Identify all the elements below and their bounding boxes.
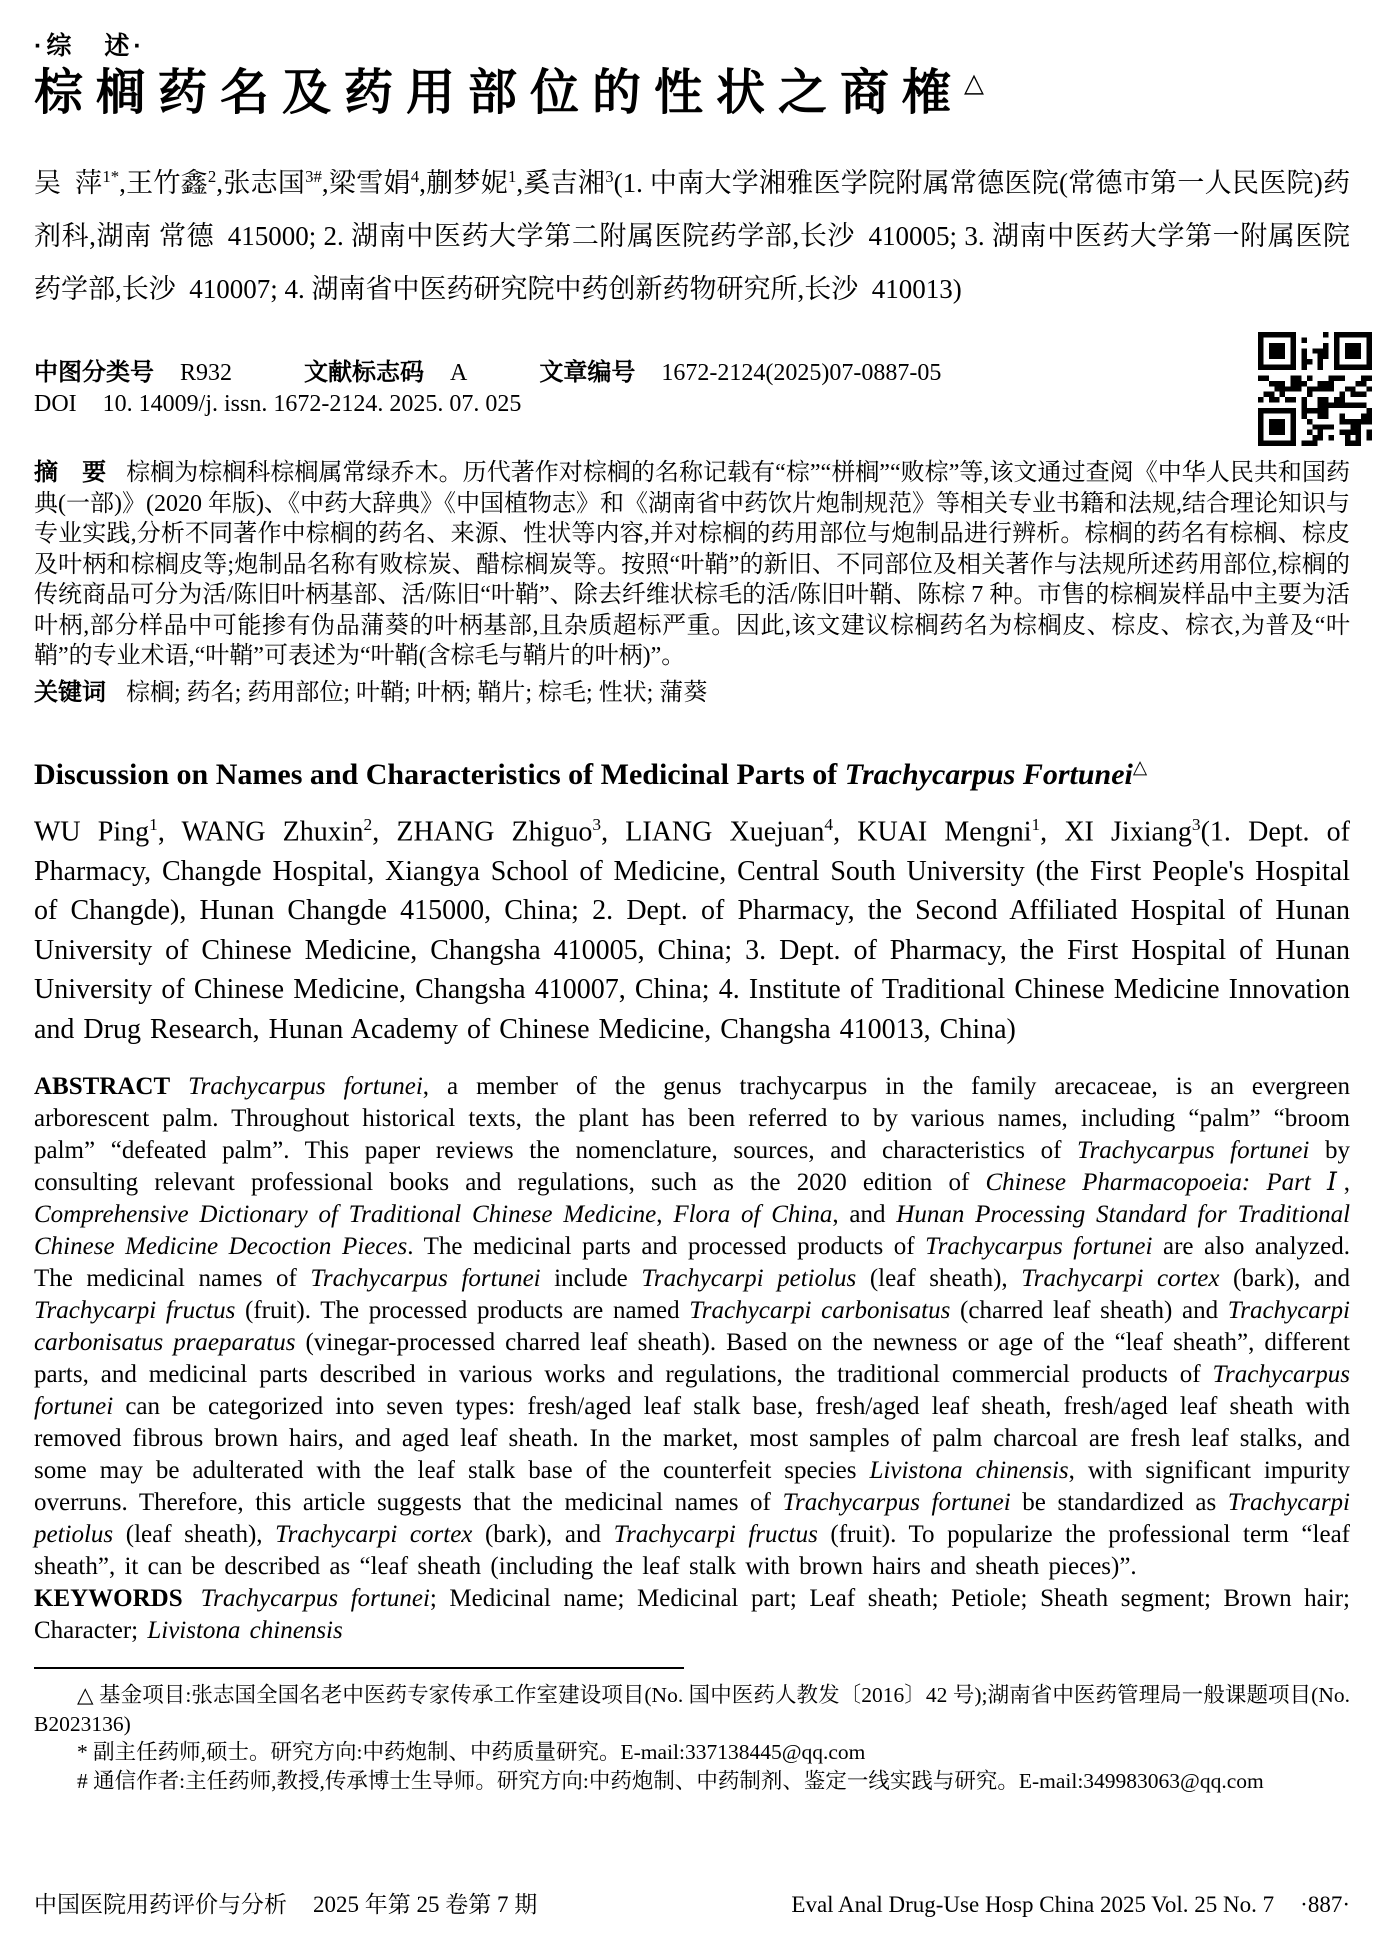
footer-issue-cn: 2025 年第 25 卷第 7 期 — [313, 1892, 538, 1917]
text-segment: Livistona chinensis — [147, 1617, 343, 1645]
text-segment: are also analyzed. The medicinal names of — [34, 1233, 1350, 1293]
abstract-cn-text — [34, 460, 1350, 669]
text-segment: Trachycarpi petiolus — [34, 1489, 1350, 1549]
text-segment: , with significant impurity overruns. Therefore, this article suggests that the medicinal names of — [34, 1457, 1351, 1517]
text-segment: 3 — [592, 815, 602, 834]
footnote-divider — [34, 1667, 684, 1669]
text-segment: Comprehensive Dictionary of Traditional Chinese Medicine — [34, 1201, 657, 1229]
text-segment: 4 — [824, 815, 834, 834]
abstract-en-label: ABSTRACT — [34, 1073, 171, 1101]
qr-module — [1269, 343, 1285, 359]
page-footer — [34, 1886, 1350, 1919]
text-segment: ,梁雪娟 — [321, 168, 411, 198]
text-segment: be standardized as — [1010, 1489, 1228, 1517]
keywords-cn-label: 关键词 — [34, 678, 106, 706]
text-segment: 棕榈为棕榈科棕榈属常绿乔木。历代著作对棕榈的名称记载有“棕”“栟榈”“败棕”等,该文通过查阅《中华人民共和国药典(一部)》(2020 年版)、《中药大辞典》《中国植物志》和《湖南省中药饮片炮制规范》等相关专业书籍和法规,结合理论知识与专业实践,分析不同著作中棕榈的药名、来源、性状等内容,并对棕榈的药用部位与炮制品进行辨析。棕榈的药名有棕榈、棕皮及叶柄和棕榈皮等;炮制品名称有败棕炭、醋棕榈炭等。按照“叶鞘”的新旧、不同部位及相关著作与法规所述药用部位,棕榈的传统商品可分为活/陈旧叶柄基部、活/陈旧“叶鞘”、除去纤维状棕毛的活/陈旧叶鞘、陈棕 7 种。市售的棕榈炭样品中主要为活叶柄,部分样品中可能掺有伪品蒲葵的叶柄基部,且杂质超标严重。因此,该文建议棕榈药名为棕榈皮、棕皮、棕衣,为普及“叶鞘”的专业术语,“叶鞘”可表述为“叶鞘(含棕毛与鞘片的叶柄)”。 — [34, 460, 1351, 669]
text-segment: Trachycarpi carbonisatus — [689, 1297, 951, 1325]
authors-affiliations-cn — [34, 150, 1350, 316]
footnote-corresponding-author: # 通信作者:主任药师,教授,传承博士生导师。研究方向:中药炮制、中药制剂、鉴定一线实践与研究。E-mail:349983063@qq.com — [77, 1768, 1264, 1793]
text-segment: Trachycarpi fructus — [34, 1297, 236, 1325]
qr-module — [1345, 343, 1361, 359]
text-segment: ,张志国 — [216, 168, 306, 198]
fund-mark-icon: △ — [964, 68, 985, 98]
clc-number — [34, 360, 232, 386]
text-segment: WU Ping — [34, 816, 150, 848]
text-segment: 1 — [149, 815, 158, 834]
text-segment: can be categorized into seven types: fresh/aged leaf stalk base, fresh/aged leaf sheath, fresh/aged leaf sheath with removed fibrous brown hairs, and aged leaf sheath. In the market, most samples of palm charcoal are fresh leaf stalks, and some may be adulterated with the leaf stalk base of the counterfeit species — [34, 1393, 1350, 1485]
text-segment: , KUAI Mengni — [833, 816, 1032, 848]
text-segment: 3# — [305, 167, 322, 186]
abstract-cn — [34, 458, 1350, 672]
text-segment: Trachycarpus Fortunei — [844, 758, 1133, 791]
text-segment: Trachycarpi fructus — [613, 1521, 818, 1549]
text-segment: , XI Jixiang — [1040, 816, 1192, 848]
text-segment: , LIANG Xuejuan — [601, 816, 825, 848]
text-segment: include — [540, 1265, 642, 1293]
abstract-en — [34, 1071, 1350, 1583]
text-segment: ,奚吉湘 — [516, 168, 606, 198]
footer-page-number: ·887· — [1300, 1892, 1350, 1917]
footer-journal-en — [765, 1892, 1350, 1918]
text-segment: Trachycarpi carbonisatus praeparatus — [34, 1297, 1350, 1357]
text-segment: , — [656, 1201, 674, 1229]
article-title-cn — [34, 54, 984, 124]
text-segment: (fruit). The processed products are named — [235, 1297, 690, 1325]
text-segment: ; Medicinal name; Medicinal part; Leaf sheath; Petiole; Sheath segment; Brown hair; Character; — [34, 1585, 1350, 1645]
keywords-en-text — [34, 1585, 1350, 1644]
doi-row — [34, 391, 521, 418]
text-segment: Discussion on Names and Characteristics of Medicinal Parts of — [34, 758, 845, 791]
doi-label: DOI — [34, 391, 77, 417]
text-segment: 3 — [1191, 815, 1201, 834]
text-segment: (leaf sheath), — [856, 1265, 1022, 1293]
text-segment: (charred leaf sheath) and — [950, 1297, 1228, 1325]
keywords-cn-text: 棕榈; 药名; 药用部位; 叶鞘; 叶柄; 鞘片; 棕毛; 性状; 蒲葵 — [126, 679, 708, 706]
text-segment: Trachycarpi cortex — [1021, 1265, 1220, 1293]
text-segment: 1* — [102, 167, 120, 186]
text-segment: by consulting relevant professional books and regulations, such as the 2020 edition of — [34, 1137, 1350, 1197]
clc-value: R932 — [180, 360, 233, 386]
section-marker: ·综 述· — [34, 32, 146, 60]
text-segment: Trachycarpus fortunei — [310, 1265, 541, 1293]
footer-journal-en-name: Eval Anal Drug-Use Hosp China 2025 Vol. 25 No. 7 — [791, 1892, 1275, 1917]
article-id-value: 1672-2124(2025)07-0887-05 — [661, 360, 942, 386]
text-segment: (bark), and — [472, 1521, 614, 1549]
text-segment: , — [1343, 1169, 1350, 1197]
clc-label: 中图分类号 — [34, 359, 154, 386]
meta-row — [34, 352, 1007, 387]
keywords-en-label: KEYWORDS — [34, 1585, 183, 1613]
text-segment: 2 — [207, 167, 217, 186]
article-title-cn-text: 棕榈药名及药用部位的性状之商榷 — [34, 65, 965, 120]
abstract-cn-label: 摘 要 — [34, 459, 107, 486]
footnote-fund: △ 基金项目:张志国全国名老中医药专家传承工作室建设项目(No. 国中医药人教发〔2016〕42 号);湖南省中医药管理局一般课题项目(No. B2023136) — [34, 1683, 1350, 1736]
keywords-en — [34, 1583, 1350, 1647]
text-segment: 4 — [410, 167, 420, 186]
text-segment: Flora of China — [673, 1201, 833, 1229]
article-title-en — [34, 748, 1350, 795]
text-segment: Hunan Processing Standard for Traditional Chinese Medicine Decoction Pieces — [34, 1201, 1351, 1261]
qr-code — [1258, 332, 1372, 446]
text-segment: Chinese Pharmacopoeia: Part Ⅰ — [985, 1169, 1344, 1197]
text-segment: Trachycarpus fortunei — [34, 1361, 1350, 1421]
doi-value: 10. 14009/j. issn. 1672-2124. 2025. 07. 025 — [102, 391, 522, 417]
text-segment: , ZHANG Zhiguo — [372, 816, 593, 848]
text-segment: , and — [832, 1201, 897, 1229]
footnotes — [34, 1681, 1350, 1795]
text-segment: Trachycarpus fortunei — [782, 1489, 1011, 1517]
text-segment: △ — [1132, 757, 1148, 778]
text-segment: 2 — [363, 815, 373, 834]
text-segment: ,王竹鑫 — [119, 168, 208, 198]
footnote-author: * 副主任药师,硕士。研究方向:中药炮制、中药质量研究。E-mail:337138445@qq.com — [77, 1740, 866, 1765]
text-segment: , a member of the genus trachycarpus in the family arecaceae, is an evergreen arborescent palm. Throughout historical texts, the plant has been referred to by various names, including “palm” “broom palm” “defeated palm”. This paper reviews the nomenclature, sources, and characteristics of — [34, 1073, 1350, 1165]
qr-module — [1269, 419, 1285, 435]
text-segment: (leaf sheath), — [113, 1521, 276, 1549]
text-segment: 1 — [507, 167, 517, 186]
text-segment: Trachycarpi cortex — [275, 1521, 473, 1549]
abstract-en-text — [34, 1073, 1350, 1580]
article-id — [539, 360, 941, 386]
authors-affiliations-en — [34, 805, 1350, 1049]
keywords-cn — [34, 678, 1350, 709]
document-code-value: A — [450, 360, 468, 386]
text-segment: Trachycarpus fortunei — [200, 1585, 430, 1613]
text-segment: 3 — [605, 167, 614, 186]
text-segment: , WANG Zhuxin — [157, 816, 364, 848]
document-code-label: 文献标志码 — [304, 359, 425, 386]
text-segment: 1 — [1031, 815, 1041, 834]
text-segment: (bark), and — [1219, 1265, 1351, 1293]
text-segment: (fruit). To popularize the professional term “leaf sheath”, it can be described as “leaf sheath (including the leaf stalk with brown hairs and sheath pieces)”. — [34, 1521, 1350, 1581]
text-segment: 吴 萍 — [34, 168, 103, 198]
footer-journal-cn — [34, 1886, 537, 1919]
text-segment: Trachycarpus fortunei — [1077, 1137, 1310, 1165]
text-segment: . The medicinal parts and processed products of — [407, 1233, 926, 1261]
text-segment: (1. 中南大学湘雅医学院附属常德医院(常德市第一人民医院)药剂科,湖南 常德 415000; 2. 湖南中医药大学第二附属医院药学部,长沙 410005; 3. 湖南中医药大学第一附属医院药学部,长沙 410007; 4. 湖南省中医药研究院中药创新药物研究所,长沙 410013) — [34, 168, 1351, 304]
article-body — [34, 458, 1350, 1795]
document-code — [304, 360, 467, 386]
text-segment: (1. Dept. of Pharmacy, Changde Hospital, Xiangya School of Medicine, Central South University (the First People's Hospital of Changde), Hunan Changde 415000, China; 2. Dept. of Pharmacy, the Second Affiliated Hospital of Hunan University of Chinese Medicine, Changsha 410005, China; 3. Dept. of Pharmacy, the First Hospital of Hunan University of Chinese Medicine, Changsha 410007, China; 4. Institute of Traditional Chinese Medicine Innovation and Drug Research, Hunan Academy of Chinese Medicine, Changsha 410013, China) — [34, 816, 1351, 1045]
article-id-label: 文章编号 — [539, 359, 636, 386]
text-segment: Trachycarpus fortunei — [188, 1073, 423, 1101]
text-segment: Trachycarpus fortunei — [925, 1233, 1153, 1261]
text-segment: Livistona chinensis — [869, 1457, 1069, 1485]
text-segment: Trachycarpi petiolus — [641, 1265, 857, 1293]
footer-journal-cn-name: 中国医院用药评价与分析 — [34, 1892, 287, 1917]
text-segment: (vinegar-processed charred leaf sheath). Based on the newness or age of the “leaf sheath”, different parts, and medicinal parts described in various works and regulations, the traditional commercial products of — [34, 1329, 1351, 1389]
text-segment: ,蒯梦妮 — [419, 168, 508, 198]
